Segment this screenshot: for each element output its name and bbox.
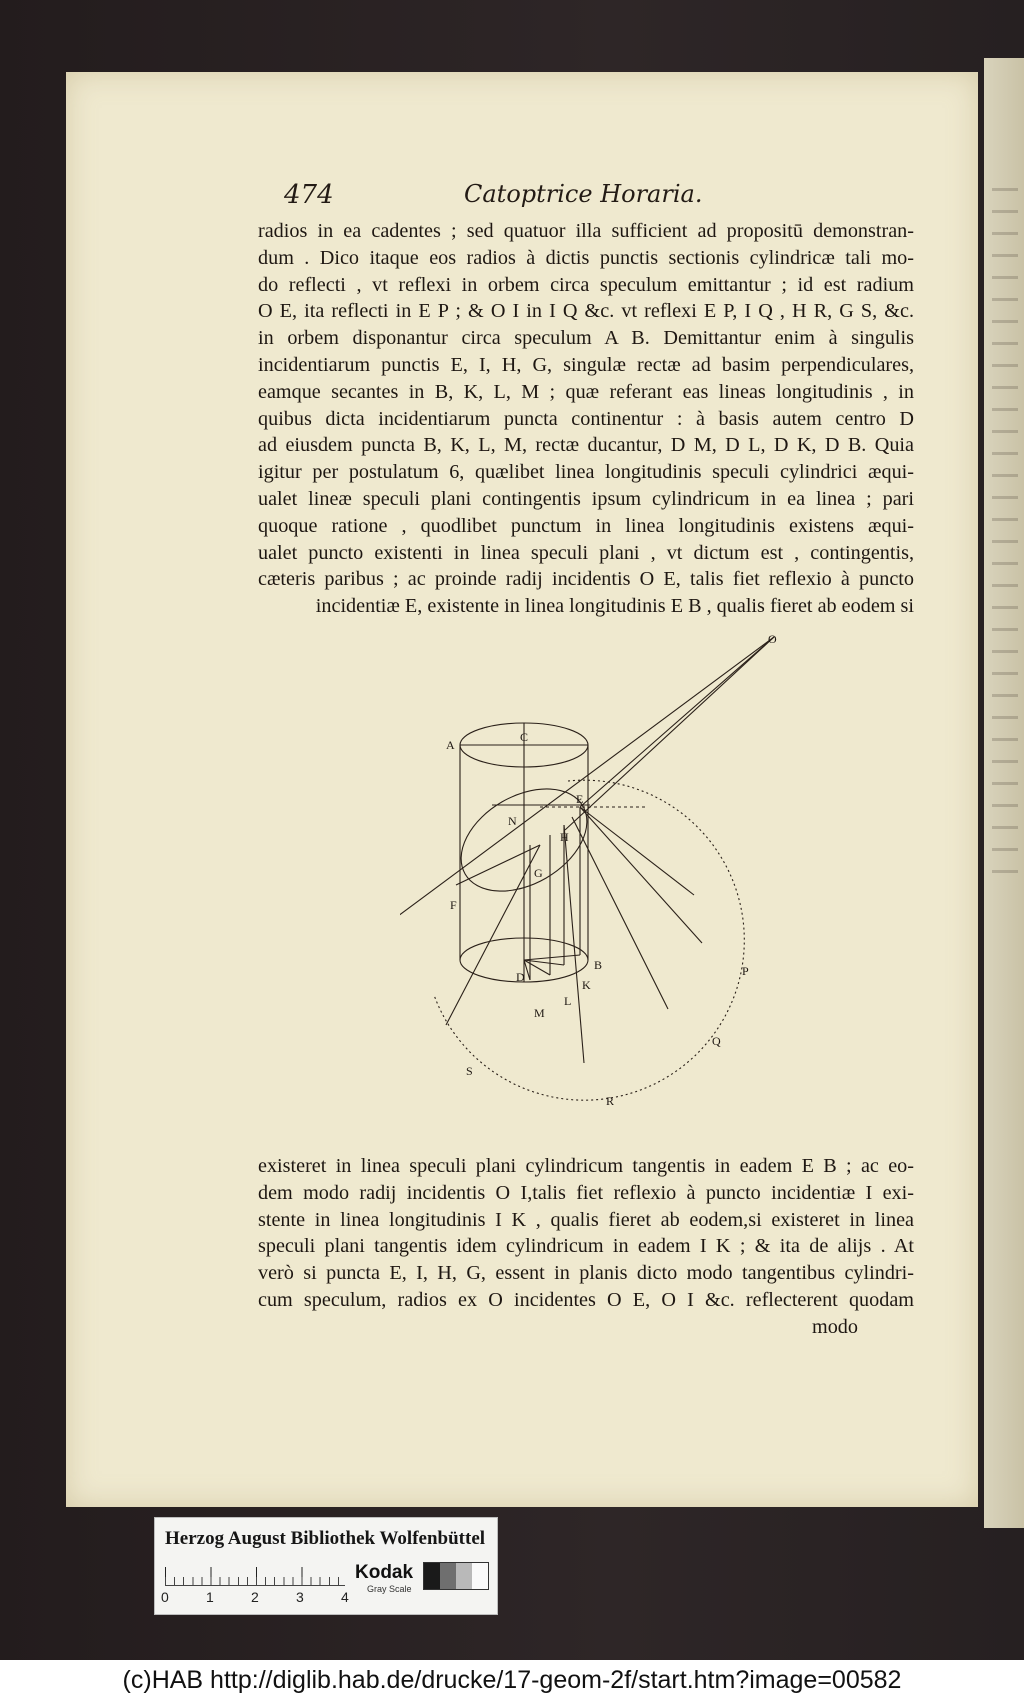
label-S: S: [466, 1064, 473, 1078]
text-line: verò si puncta E, I, H, G, essent in planis dicto modo tangentibus cylindri-: [258, 1262, 914, 1285]
scale-ruler: [165, 1563, 345, 1586]
facing-page-text-edge: [992, 188, 1018, 888]
reflected-ray-EP: [580, 807, 702, 943]
reflected-ray-extra: [580, 807, 694, 895]
text-line: existeret in linea speculi plani cylindricum tangentis in eadem E B ; ac eo-: [258, 1155, 914, 1177]
incident-ray-OE: [580, 637, 774, 807]
text-line: speculi plani tangentis idem cylindricum in eadem I K ; & ita de alijs . At: [258, 1235, 914, 1258]
text-line: incidentiarum punctis E, I, H, G, singulæ rectæ ad basim perpendiculares,: [258, 353, 914, 376]
text-line: stente in linea longitudinis I K , qualis fieret ab eodem,si existeret in linea: [258, 1208, 914, 1231]
long-diagonal-line: [400, 637, 774, 925]
ruler-number: 3: [296, 1589, 304, 1605]
copyright-url: (c)HAB http://diglib.hab.de/drucke/17-geom-2f/start.htm?image=00582: [122, 1666, 902, 1694]
label-C: C: [520, 730, 529, 744]
text-line: do reflecti , vt reflexi in orbem circa speculum emittantur ; id est radium: [258, 273, 914, 296]
ruler-number: 2: [251, 1589, 259, 1605]
text-line: cæteris paribus ; ac proinde radij incidentis O E, talis fiet reflexio à puncto: [258, 568, 914, 591]
footer-bar: [0, 1660, 1024, 1702]
reflection-circle-arc: [434, 780, 744, 1100]
text-line: dem modo radij incidentis O I,talis fiet reflexio à puncto incidentiæ I exi-: [258, 1181, 914, 1204]
text-line: eamque secantes in B, K, L, M ; quæ referant eas lineas longitudinis , in: [258, 380, 914, 403]
page-header: [284, 180, 924, 220]
label-G: G: [534, 866, 543, 880]
text-line: ad eiusdem puncta B, K, L, M, rectæ ducantur, D M, D L, D K, D B. Quia: [258, 434, 914, 457]
label-D: D: [516, 970, 525, 984]
ruler-number: 0: [161, 1589, 169, 1605]
kodak-gray-scale-label: Gray Scale: [367, 1584, 412, 1594]
gray-scale-patches: [423, 1562, 489, 1590]
incident-ray-OI: [565, 637, 774, 830]
text-line: quibus dicta incidentiarum puncta continentur : à basis autem centro D: [258, 407, 914, 430]
label-O: O: [768, 632, 777, 646]
text-line: ualet puncto existenti in linea speculi plani , vt dictum est , contingentis,: [258, 541, 914, 564]
text-line: in orbem disponantur circa speculum A B. Demittantur enim à singulis: [258, 327, 914, 350]
text-line: incidentiæ E, existente in linea longitudinis E B , qualis fieret ab eodem si: [315, 595, 914, 618]
radius-DB: [524, 955, 580, 960]
label-R: R: [606, 1094, 615, 1108]
text-line: modo: [812, 1315, 858, 1338]
label-Q: Q: [712, 1034, 721, 1048]
institution-name: Herzog August Bibliothek Wolfenbüttel: [165, 1528, 486, 1549]
facing-page-edge: [984, 58, 1024, 1528]
label-K: K: [582, 978, 591, 992]
label-B: B: [594, 958, 603, 972]
label-E: E: [576, 792, 584, 806]
text-line: radios in ea cadentes ; sed quatuor illa sufficient ad propositū demonstran-: [258, 220, 914, 242]
text-line: O E, ita reflecti in E P ; & O I in I Q &c. vt reflexi E P, I Q , H R, G S, &c.: [258, 300, 914, 323]
label-H: H: [560, 830, 569, 844]
text-line: quoque ratione , quodlibet punctum in linea longitudinis existens æqui-: [258, 514, 914, 537]
label-N: N: [508, 814, 517, 828]
text-line: cum speculum, radios ex O incidentes O E, O I &c. reflecterent quodam: [258, 1288, 914, 1311]
body-text-bottom: [258, 1153, 914, 1341]
page-number: 474: [284, 180, 334, 210]
label-A: A: [446, 738, 455, 752]
line-to-F: [456, 845, 540, 885]
label-P: P: [742, 964, 749, 978]
cylindrical-mirror-figure: [400, 625, 800, 1125]
text-line: ualet lineæ speculi plani contingentis ipsum cylindricum in ea linea ; pari: [258, 487, 914, 510]
label-F: F: [450, 898, 457, 912]
running-title: Catoptrice Horaria.: [464, 180, 703, 208]
label-M: M: [534, 1006, 545, 1020]
text-line: dum . Dico itaque eos radios à dictis punctis sectionis cylindricæ tali mo-: [258, 246, 914, 269]
body-text-top: [258, 218, 914, 620]
text-line: igitur per postulatum 6, quælibet linea longitudinis speculi cylindrici æqui-: [258, 461, 914, 484]
library-color-target: [154, 1517, 498, 1615]
label-L: L: [564, 994, 572, 1008]
ruler-number: 4: [341, 1589, 349, 1605]
ruler-number: 1: [206, 1589, 214, 1605]
kodak-logo: Kodak: [355, 1562, 414, 1583]
